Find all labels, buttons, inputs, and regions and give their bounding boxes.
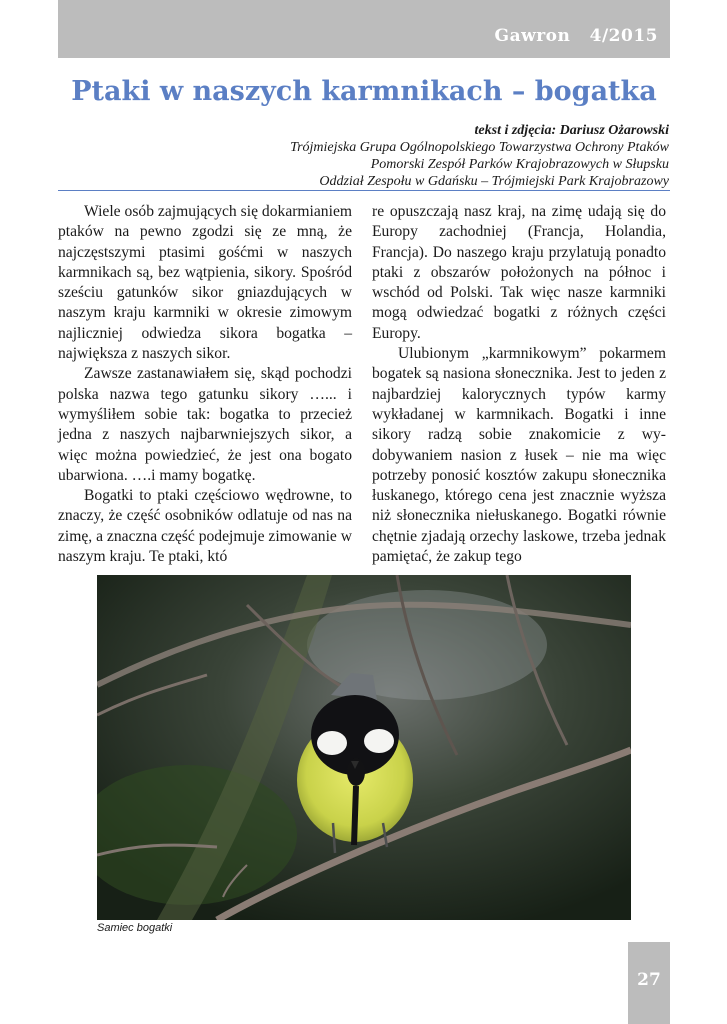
page-number-box — [628, 942, 670, 1024]
page-number: 27 — [637, 970, 661, 990]
photo-caption: Samiec bogatki — [97, 922, 173, 934]
title-divider — [58, 190, 670, 191]
article-title: Ptaki w naszych karmnikach – bogatka — [71, 76, 657, 107]
bird-photo — [97, 575, 631, 920]
paragraph: Bogatki to ptaki częściowo wędrowne, to znaczy, że część osobników odlatuje od nas na zimę, a znaczna część podejmuje zimowanie w naszym kraju. Te ptaki, któ — [58, 487, 352, 566]
paragraph: Zawsze zastanawiałem się, skąd pochodzi polska nazwa tego gatunku sikory …... i wymyśliłem sobie tak: bogatka to przecież jedna z naszych najbarwniejszych sikor, a więc można powiedzieć, że jest ona bogato ubarwiona. ….i mamy bogatkę. — [58, 365, 352, 484]
text-column-left — [58, 202, 352, 567]
paragraph: Wiele osób zajmujących się dokarmianiem ptaków na pewno zgodzi się ze mną, że najczęstszymi ptasimi gośćmi w naszych karmnikach są, bez wątpienia, sikory. Spośród sześciu gatunków sikor gniazdujących w naszym kraju karmniki w okresie zimowym najliczniej odwiedza sikora bogatka – największa z naszych sikor. — [58, 203, 352, 363]
journal-issue — [495, 26, 658, 46]
header-bar — [58, 0, 670, 58]
article-credits — [109, 122, 669, 190]
affiliation-2: Pomorski Zespół Parków Krajobrazowych w Słupsku — [370, 157, 669, 172]
paragraph: Ulubionym „karmnikowym” pokarmem bogatek są nasiona słonecznika. Jest to jeden z najbardziej kalorycznych typów karmy wykładanej w karmnikach. Bogatki i inne sikory radzą sobie znakomicie z wydobywaniem nasion z łusek – nie ma więc potrzeby ponosić kosztów zakupu słonecznika łuskanego, którego cena jest znacznie wyższa niż słonecznika niełuskanego. Bogatki równie chętnie zjadają orzechy laskowe, trzeba jednak pamiętać, że zakup tego — [372, 345, 666, 566]
paragraph: re opuszczają nasz kraj, na zimę udają się do Europy zachodniej (Francja, Holandia, Francja). Do naszego kraju przylatują ponadto ptaki z obszarów położonych na północ i wschód od Polski. Tak więc nasze karmniki mogą odwiedzać bogatki z różnych części Europy. — [372, 203, 666, 342]
affiliation-3: Oddział Zespołu w Gdańsku – Trójmiejski Park Krajobrazowy — [319, 174, 669, 189]
great-tit-illustration — [97, 575, 631, 920]
journal-name: Gawron — [494, 26, 571, 46]
affiliation-1: Trójmiejska Grupa Ogólnopolskiego Towarzystwa Ochrony Ptaków — [290, 140, 669, 155]
issue-number: 4/2015 — [589, 26, 658, 46]
author-credit: tekst i zdjęcia: Dariusz Ożarowski — [474, 123, 669, 138]
text-column-right — [372, 202, 666, 567]
